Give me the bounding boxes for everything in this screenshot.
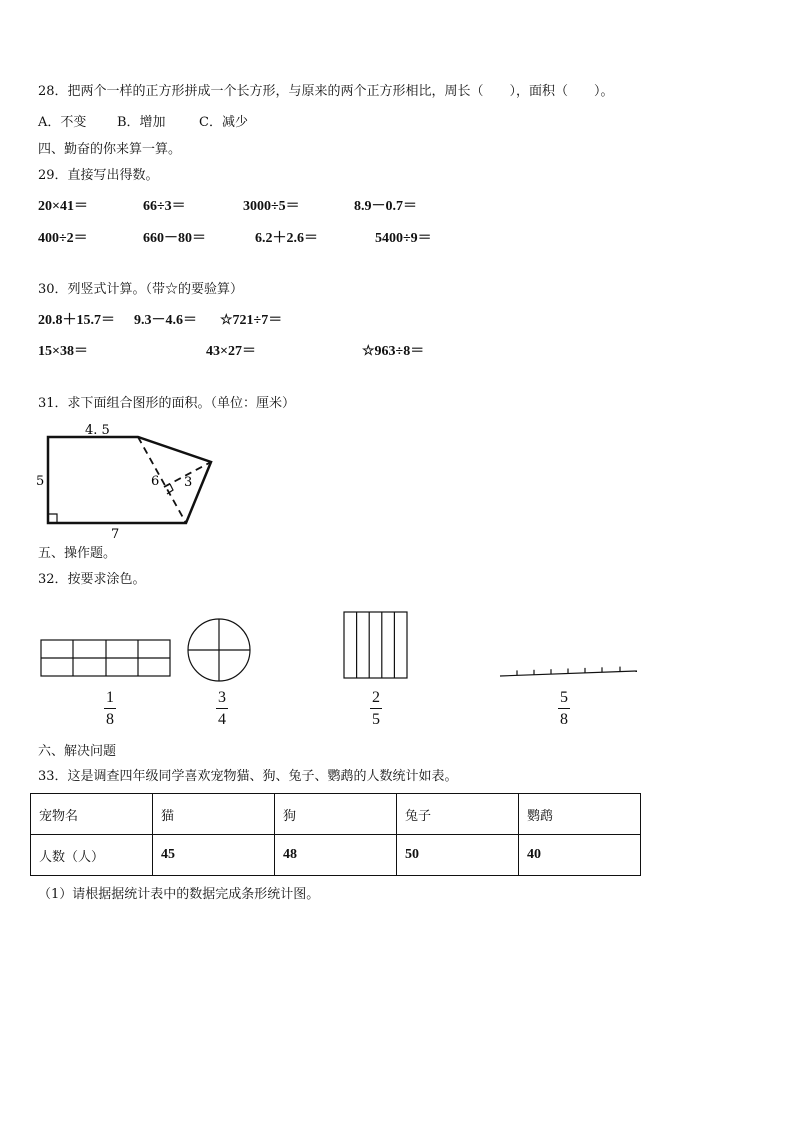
fraction-two-fifths <box>361 690 391 728</box>
table-header-cell: 猫 <box>153 794 275 835</box>
q29-item: 6.2＋2.6＝ <box>255 231 318 246</box>
table-header-cell: 宠物名 <box>31 794 153 835</box>
table-header-cell: 鹦鹉 <box>519 794 641 835</box>
fraction-denominator: 8 <box>560 711 568 728</box>
section-6-heading: 六、解决问题 <box>38 744 117 759</box>
q30-stem: 30．列竖式计算。（带☆的要验算） <box>38 282 244 297</box>
fraction-bar <box>370 708 382 709</box>
table-cell: 40 <box>519 835 641 876</box>
fraction-numerator: 5 <box>560 689 568 706</box>
q29-item: 3000÷5＝ <box>243 199 300 214</box>
fraction-bar <box>216 708 228 709</box>
q29-item: 20×41＝ <box>38 199 88 214</box>
label-top: 4. 5 <box>85 423 110 438</box>
table-cell: 45 <box>153 835 275 876</box>
table-header-cell: 兔子 <box>397 794 519 835</box>
fraction-denominator: 5 <box>372 711 380 728</box>
q28-option-c: C．减少 <box>199 115 248 130</box>
table-cell: 人数（人） <box>31 835 153 876</box>
table-row <box>31 794 641 835</box>
table-cell: 50 <box>397 835 519 876</box>
table-cell: 48 <box>275 835 397 876</box>
q28-stem: 28．把两个一样的正方形拼成一个长方形，与原来的两个正方形相比，周长（ ），面积（ ）。 <box>38 84 614 99</box>
segment-line-eighths <box>500 667 637 676</box>
label-left: 5 <box>36 474 45 489</box>
q29-item: 8.9－0.7＝ <box>354 199 417 214</box>
section-5-heading: 五、操作题。 <box>38 546 117 561</box>
q29-item: 400÷2＝ <box>38 231 88 246</box>
q29-item: 5400÷9＝ <box>375 231 432 246</box>
fraction-numerator: 2 <box>372 689 380 706</box>
fraction-five-eighths <box>549 690 579 728</box>
q30-item: ☆963÷8＝ <box>362 344 425 359</box>
q31-stem: 31．求下面组合图形的面积。（单位：厘米） <box>38 396 296 411</box>
q32-stem: 32．按要求涂色。 <box>38 572 146 587</box>
fraction-denominator: 8 <box>106 711 114 728</box>
table-row <box>31 835 641 876</box>
label-diagonal: 6 <box>151 474 160 489</box>
pet-survey-table <box>30 793 641 876</box>
q29-stem: 29．直接写出得数。 <box>38 168 159 183</box>
table-header-cell: 狗 <box>275 794 397 835</box>
circle-quarters <box>188 619 250 681</box>
fraction-bar <box>104 708 116 709</box>
fraction-one-eighth <box>95 690 125 728</box>
fraction-denominator: 4 <box>218 711 226 728</box>
q29-item: 66÷3＝ <box>143 199 186 214</box>
q33-stem: 33．这是调查四年级同学喜欢宠物猫、狗、兔子、鹦鹉的人数统计如表。 <box>38 769 458 784</box>
label-height: 3 <box>184 475 193 490</box>
rectangle-eighths <box>41 640 170 676</box>
fraction-bar <box>558 708 570 709</box>
label-bottom: 7 <box>111 527 120 542</box>
section-4-heading: 四、勤奋的你来算一算。 <box>38 142 182 157</box>
q28-option-b: B．增加 <box>117 115 166 130</box>
q30-item: 15×38＝ <box>38 344 88 359</box>
fraction-three-quarters <box>207 690 237 728</box>
q30-item: 9.3－4.6＝ <box>134 313 197 328</box>
q33-subquestion-1: （1）请根据据统计表中的数据完成条形统计图。 <box>38 887 320 902</box>
fraction-numerator: 3 <box>218 689 226 706</box>
q30-item: ☆721÷7＝ <box>220 313 283 328</box>
q30-item: 20.8＋15.7＝ <box>38 313 115 328</box>
q29-item: 660－80＝ <box>143 231 206 246</box>
rectangle-fifths <box>344 612 407 678</box>
q30-item: 43×27＝ <box>206 344 256 359</box>
fraction-numerator: 1 <box>106 689 114 706</box>
q28-option-a: A．不变 <box>38 115 87 130</box>
